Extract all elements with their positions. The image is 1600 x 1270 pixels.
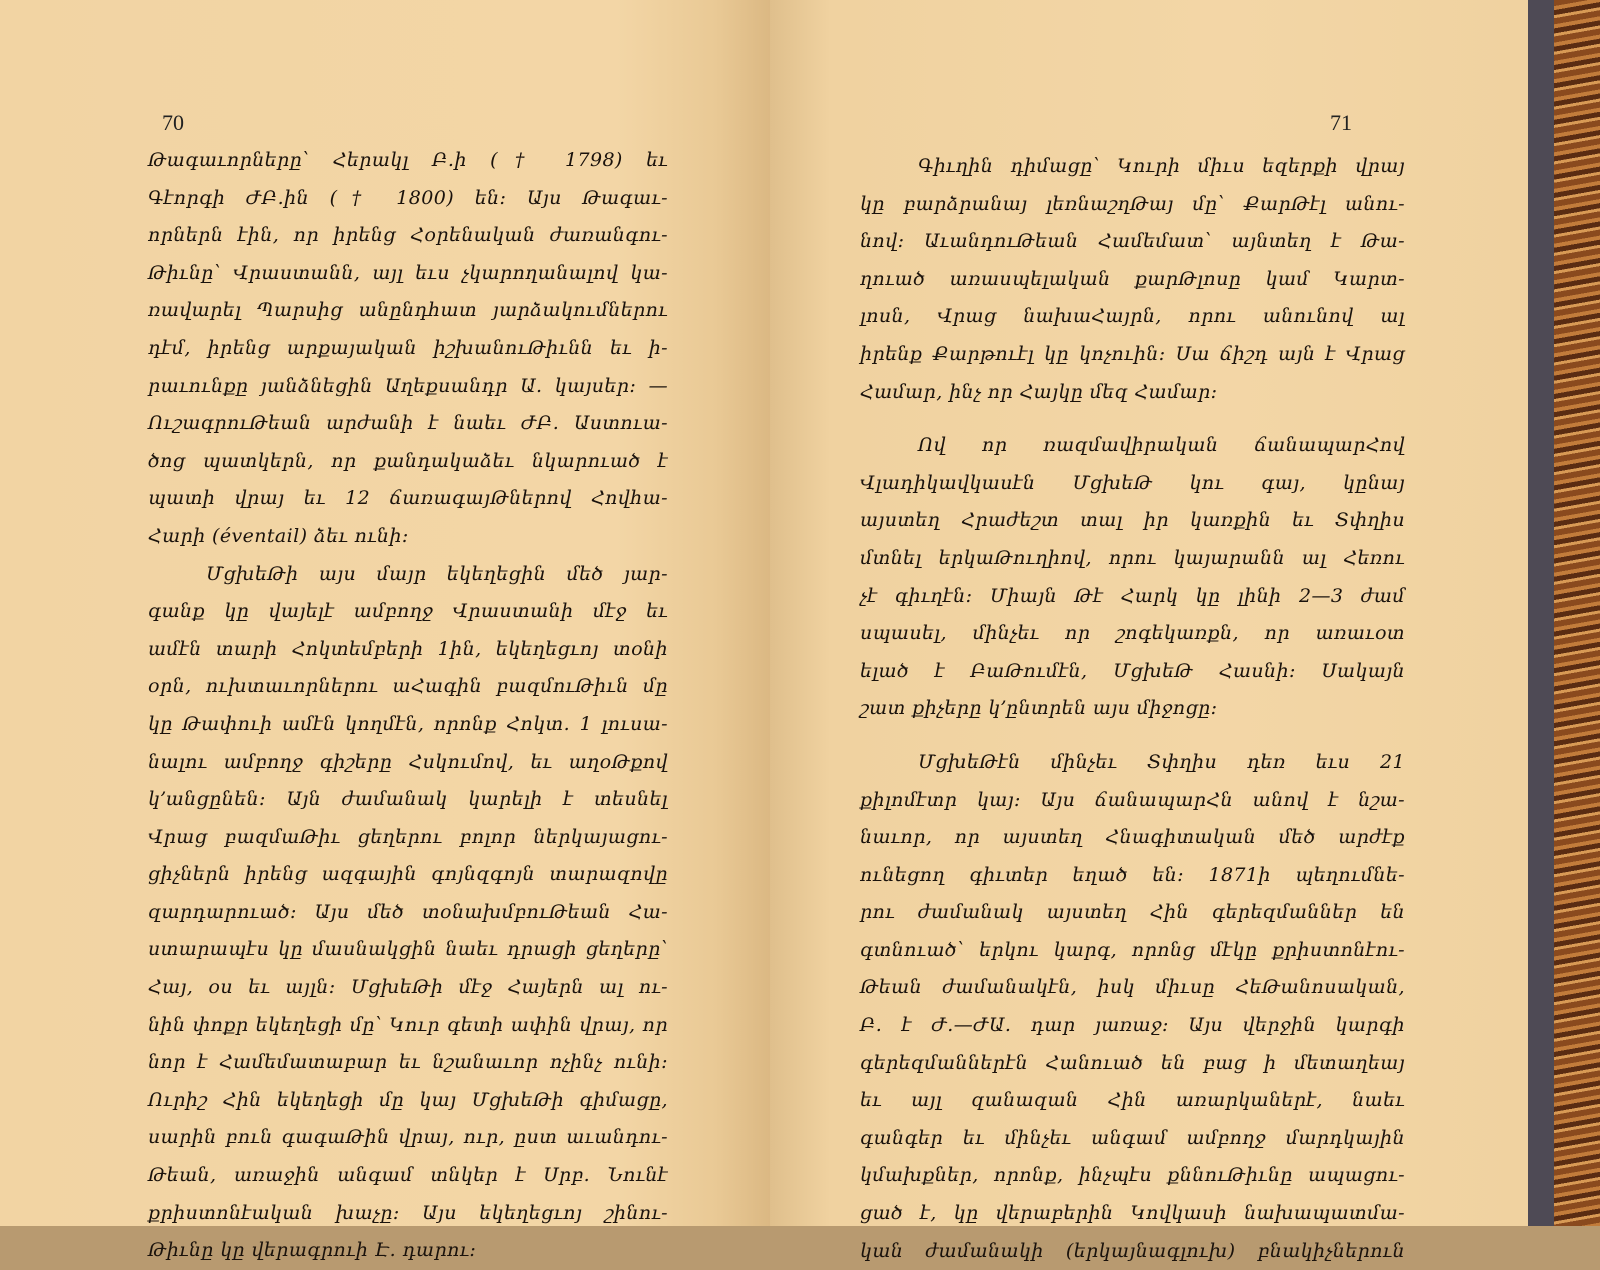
text-line: Ուրիշ Հին եկեղեցի մը կայ ՄցխեԹի գիմացը, — [148, 1088, 668, 1111]
page-number-right: 71 — [1330, 110, 1352, 135]
right-page-text — [860, 148, 1405, 1270]
text-line: ՄցխեԹի այս մայր եկեղեցին մեծ յար- — [206, 562, 668, 585]
text-line: կան ժամանակի (երկայնագլուխ) բնակիչներուն — [860, 1239, 1405, 1262]
text-line: ՈւշագրուԹեան արժանի է նաեւ ԺԲ. Աստուա- — [148, 412, 668, 435]
text-line: գերեզմաններէն Հանուած են բաց ի մետաղեայ — [860, 1051, 1405, 1074]
text-line: ռավարել Պարսից անընդհատ յարձակումներու — [148, 299, 668, 322]
text-line: Ով որ ռազմավիրական ճանապարՀով — [918, 434, 1405, 457]
text-line: սարին բուն գագաԹին վրայ, ուր, ըստ աւանդու- — [148, 1126, 668, 1149]
text-line: նալու ամբողջ գիշերը Հսկումով, եւ աղօԹքով — [148, 750, 668, 773]
text-line: Գէորգի ԺԲ.ին († 1800) են։ Այս Թագաւ- — [148, 186, 668, 209]
text-line: սպասել, մինչեւ որ շոգեկառքն, որ առաւօտ — [860, 622, 1405, 645]
text-line: ցիչներն իրենց ազգային գոյնզգոյն տարազովը — [148, 863, 668, 886]
right-page — [770, 0, 1528, 1262]
text-line: ՄցխեԹէն մինչեւ Տփղիս դեռ եւս 21 — [918, 750, 1405, 773]
text-line: Գիւղին դիմացը՝ Կուրի միւս եզերքի վրայ — [918, 155, 1405, 177]
text-line: որներն էին, որ իրենց Հօրենական ժառանգու- — [148, 224, 668, 247]
text-line: կմախքներ, որոնք, ինչպէս քննուԹիւնը ապացու- — [860, 1164, 1405, 1187]
text-line: ելած է ԲաԹումէն, ՄցխեԹ Հասնի։ Սակայն — [860, 659, 1405, 682]
book-cover-edge — [1528, 0, 1554, 1226]
left-page-text — [148, 142, 668, 1270]
text-line: գտնուած՝ երկու կարգ, որոնց մէկը քրիստոնէու- — [860, 938, 1405, 961]
text-line: մտնել երկաԹուղիով, որու կայարանն ալ Հեռու — [860, 546, 1405, 569]
text-line: լոսն, Վրաց նախաՀայրն, որու անունով ալ — [860, 305, 1405, 328]
text-line: րաւունքը յանձնեցին Աղեքսանդր Ա. կայսեր։ — — [148, 374, 668, 397]
text-line: Համար, ինչ որ Հայկը մեզ Համար։ — [860, 380, 1218, 403]
text-line: շատ քիչերը կ՚ընտրեն այս միջոցը։ — [860, 697, 1218, 720]
left-page — [0, 0, 770, 1262]
text-line: իրենք Քարթուէլ կը կոչուին։ Սա ճիշդ այն է Վրաց — [860, 342, 1405, 365]
text-line: կը բարձրանայ լեռնաշղԹայ մը՝ ՔարԹէլ անու- — [860, 192, 1405, 215]
text-line: Թեան, առաջին անգամ տնկեր է Սրբ. Նունէ — [148, 1164, 668, 1187]
text-line: նին փոքր եկեղեցի մը՝ Կուր գետի ափին վրայ, որ — [148, 1013, 668, 1036]
text-line: այստեղ Հրաժեշտ տալ իր կառքին եւ Տփղիս — [860, 509, 1405, 532]
text-line: ցած է, կը վերաբերին Կովկասի նախապատմա- — [860, 1202, 1405, 1225]
text-line: պատի վրայ եւ 12 ճառագայԹներով Հովհա- — [148, 487, 668, 510]
text-line: Հարի (éventail) ձեւ ունի։ — [148, 524, 409, 547]
text-line: րու ժամանակ այստեղ Հին գերեզմաններ են — [860, 901, 1405, 924]
text-line: քրիստոնէական խաչը։ Այս եկեղեցւոյ շինու- — [148, 1201, 668, 1224]
text-line: նոր է Համեմատաբար եւ նշանաւոր ոչինչ ունի։ — [148, 1051, 668, 1074]
text-line: քիլոմէտր կայ։ Այս ճանապարՀն անով է նշա- — [860, 788, 1405, 811]
text-line: կ՚անցընեն։ Այն ժամանակ կարելի է տեսնել — [148, 788, 668, 811]
book-cover-cloth — [1554, 0, 1600, 1226]
text-line: Հայ, օս եւ այլն։ ՄցխեԹի մէջ Հայերն ալ ու- — [148, 976, 668, 999]
text-line: ծոց պատկերն, որ քանդակաձեւ նկարուած է — [148, 449, 668, 472]
page-number-left: 70 — [162, 110, 184, 135]
text-line: ամէն տարի Հոկտեմբերի 1ին, եկեղեցւոյ տօնի — [148, 637, 668, 660]
text-line: կը Թափուի ամէն կողմէն, որոնք Հոկտ. 1 լուսա- — [148, 712, 668, 735]
text-line: Թեան ժամանակէն, իսկ միւսը ՀեԹանոսական, — [860, 976, 1405, 999]
text-line: Վլադիկավկասէն ՄցխեԹ կու գայ, կընայ — [860, 471, 1405, 494]
text-line: նաւոր, որ այստեղ Հնագիտական մեծ արժէք — [860, 826, 1405, 849]
text-line: ղուած առասպելական քարԹլոսը կամ Կարտ- — [860, 267, 1405, 290]
text-line: Թիւնը՝ Վրաստանն, այլ եւս չկարողանալով կա- — [148, 261, 668, 284]
text-line: դէմ, իրենց արքայական իշխանուԹիւնն եւ ի- — [148, 336, 668, 359]
text-line: եւ այլ զանազան Հին առարկաներէ, նաեւ — [860, 1089, 1405, 1112]
text-line: չէ գիւղէն։ Միայն Թէ Հարկ կը լինի 2—3 ժամ — [860, 584, 1405, 607]
text-line: Թիւնը կը վերագրուի Է. դարու։ — [148, 1239, 477, 1262]
text-line: Վրաց բազմաԹիւ ցեղերու բոլոր ներկայացու- — [148, 825, 668, 848]
text-line: ստարապէս կը մասնակցին նաեւ դրացի ցեղերը՝ — [148, 938, 668, 961]
text-line: Թագաւորները՝ Հերակլ Բ.ի († 1798) եւ — [148, 149, 668, 171]
text-line: զարդարուած։ Այս մեծ տօնախմբուԹեան Հա- — [148, 900, 668, 923]
text-line: գանգեր եւ մինչեւ անգամ ամբողջ մարդկային — [860, 1126, 1405, 1149]
text-line: նով։ ԱւանդուԹեան Համեմատ՝ այնտեղ է Թա- — [860, 230, 1405, 253]
text-line: Բ. է Ժ.—ԺԱ. դար յառաջ։ Այս վերջին կարգի — [860, 1014, 1405, 1037]
text-line: գանք կը վայելէ ամբողջ Վրաստանի մէջ եւ — [148, 600, 668, 623]
text-line: օրն, ուխտաւորներու աՀագին բազմուԹիւն մը — [148, 675, 668, 698]
text-line: ունեցող գիւտեր եղած են։ 1871ի պեղումնե- — [860, 863, 1405, 886]
